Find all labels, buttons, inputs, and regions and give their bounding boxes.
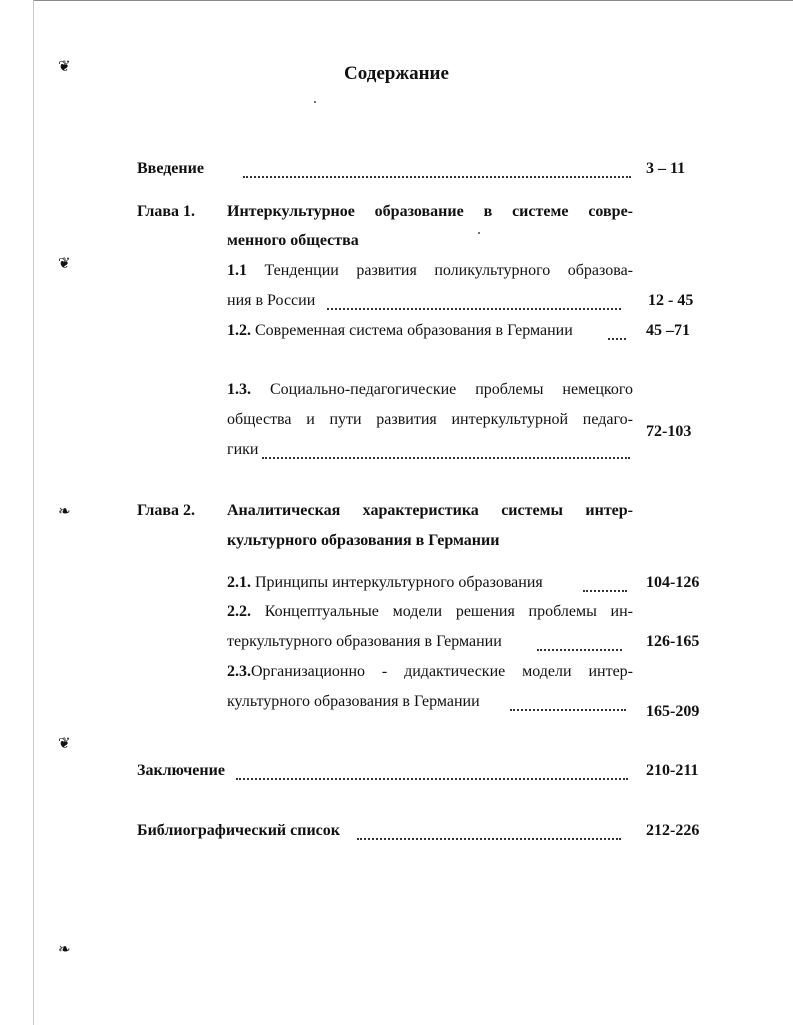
punch-hole-mark-icon: ❧: [58, 504, 71, 520]
scan-speck: [314, 101, 316, 103]
section-2-1-pages: 104-126: [646, 574, 700, 591]
section-title: Концептуальные модели решения проблемы ин-: [264, 603, 633, 620]
dot-leader: [510, 707, 626, 711]
conclusion-label: Заключение: [137, 762, 225, 779]
intro-pages: 3 – 11: [646, 160, 686, 177]
dot-leader: [243, 174, 631, 178]
chapter1-title-line2: менного общества: [227, 232, 359, 249]
punch-hole-mark-icon: ❦: [58, 59, 71, 75]
page-left-edge: [33, 0, 34, 1025]
punch-hole-mark-icon: ❦: [58, 256, 71, 272]
chapter2-label: Глава 2.: [137, 502, 195, 519]
dot-leader: [608, 336, 626, 340]
section-title: Социально-педагогические проблемы немецкого: [269, 381, 634, 398]
section-1-2-pages: 45 –71: [646, 322, 690, 339]
intro-label: Введение: [137, 160, 204, 177]
section-2-3-line1: [227, 661, 633, 683]
section-2-2-line2: теркультурного образования в Германии: [227, 633, 502, 650]
section-2-1-line1: [227, 572, 543, 594]
section-number: 2.3.: [227, 663, 251, 680]
section-1-3-line2: общества и пути развития интеркультурной педаго-: [227, 411, 633, 428]
bibliography-label: Библиографический список: [137, 822, 340, 839]
section-number: 2.1.: [227, 574, 251, 591]
chapter2-title-line1: Аналитическая характеристика системы интер-: [227, 502, 633, 519]
section-2-3-pages: 165-209: [646, 703, 700, 720]
section-number: 1.2.: [227, 322, 251, 339]
chapter2-title-line2: культурного образования в Германии: [227, 532, 500, 549]
page-top-edge: [33, 0, 793, 1]
bibliography-pages: 212-226: [646, 822, 700, 839]
section-2-2-line1: [227, 601, 633, 623]
section-2-2-pages: 126-165: [646, 633, 700, 650]
page-title: Содержание: [344, 63, 449, 84]
section-1-2-line1: [227, 320, 573, 342]
section-title: Современная система образования в Германии: [255, 322, 573, 339]
conclusion-pages: 210-211: [646, 762, 699, 779]
scan-speck: [478, 232, 480, 234]
chapter1-title-line1: Интеркультурное образование в системе совре-: [227, 203, 633, 220]
section-number: 2.2.: [227, 603, 251, 620]
dot-leader: [583, 588, 627, 592]
chapter1-label: Глава 1.: [137, 203, 195, 220]
dot-leader: [236, 776, 628, 780]
dot-leader: [357, 836, 621, 840]
section-1-3-line1: [227, 379, 633, 401]
section-title: Тенденции развития поликультурного образова-: [264, 262, 633, 279]
dot-leader: [537, 647, 622, 651]
section-1-3-line3: гики: [227, 441, 259, 458]
section-title: Организационно - дидактические модели интер-: [251, 663, 633, 680]
punch-hole-mark-icon: ❧: [58, 942, 71, 958]
section-1-1-line1: [227, 260, 633, 282]
section-1-1-line2: ния в России: [227, 292, 316, 309]
punch-hole-mark-icon: ❦: [58, 736, 71, 752]
section-number: 1.3.: [227, 381, 251, 398]
section-1-1-pages: 12 - 45: [648, 292, 694, 309]
section-number: 1.1: [227, 262, 247, 279]
section-1-3-pages: 72-103: [646, 423, 692, 440]
section-title: Принципы интеркультурного образования: [255, 574, 543, 591]
dot-leader: [262, 455, 630, 459]
section-2-3-line2: культурного образования в Германии: [227, 693, 480, 710]
dot-leader: [327, 306, 621, 310]
